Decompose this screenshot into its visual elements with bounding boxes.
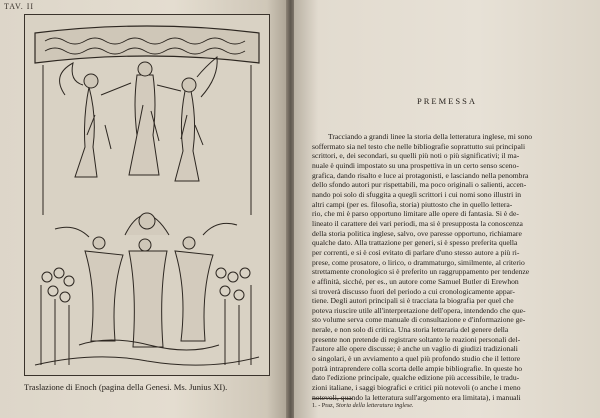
- footnote-number: 1. -: [312, 402, 321, 409]
- text-line: o singolari, è un avviamento a quel più profondo studio che il lettore: [312, 354, 521, 364]
- illustration-drawing: [25, 15, 269, 375]
- text-line: presente non pretende di registrare soltanto le reazioni personali del-: [312, 334, 521, 344]
- figure-caption: Traslazione di Enoch (pagina della Genesi. Ms. Junius XI).: [24, 382, 228, 392]
- footnote-title: Storia della letteratura inglese.: [335, 402, 414, 409]
- text-line: nando poi solo di sfuggita a quegli scrittori i cui nomi sono illustri in: [312, 189, 522, 199]
- text-line: potrà intraprendere colla scorta delle ampie bibliografie. In queste ho: [312, 363, 523, 373]
- text-line: sto volume serva come manuale di consultazione e d'informazione ge-: [312, 315, 526, 325]
- text-line: rio, che mi è parso opportuno limitare alle opere di fantasia. Si è de-: [312, 209, 519, 219]
- plate-header: TAV. II: [4, 2, 35, 11]
- footnote-rule: [312, 398, 352, 399]
- text-line: l'autore alle opere discusse; è anche un vaglio di giudizi tradizionali: [312, 344, 518, 354]
- text-line: tiene. Degli autori principali si è tracciata la biografia per quel che: [312, 296, 514, 306]
- enoch-illustration: [24, 14, 270, 376]
- left-page: [0, 0, 290, 418]
- text-line: strettamente cronologico si è preferito un raggruppamento per tendenze: [312, 267, 530, 277]
- text-line: qualche dato. Alla trattazione per generi, si è spesso preferita quella: [312, 238, 518, 248]
- text-line: nerale, e non solo di critica. Una storia letteraria del genere della: [312, 325, 509, 335]
- text-line: notevoli, quando la letteratura sull'argomento era limitata), i manuali: [312, 392, 521, 402]
- text-line: per correnti, e si è così evitato di parlare d'uno stesso autore a più ri-: [312, 247, 520, 257]
- text-line: e affinità, sicché, per es., un autore come Samuel Butler di Erewhon: [312, 276, 519, 286]
- text-line: si troverà discusso fuori del periodo a cui cronologicamente appar-: [312, 286, 515, 296]
- text-line: zioni italiane, i saggi biografici e critici più notevoli (o anche i meno: [312, 383, 521, 393]
- text-line: grafica, dando risalto e luce ai protagonisti, e lasciando nella penombra: [312, 170, 529, 180]
- footnote: [312, 402, 584, 410]
- text-line: Tracciando a grandi linee la storia della letteratura inglese, mi sono: [328, 132, 533, 141]
- text-line: lineato il carattere dei vari periodi, ma si è presupposta la conoscenza: [312, 218, 523, 228]
- text-line: altri campi (per es. filosofia, storia) piuttosto che in quello lettera-: [312, 199, 513, 209]
- text-line: dato l'edizione principale, qualche edizione più accessibile, le tradu-: [312, 373, 520, 383]
- text-line: scrittori, e, dei secondari, su quelli più noti o più significativi; il ma-: [312, 151, 520, 161]
- text-line: della storia politica inglese, salvo, ove paresse opportuno, richiamare: [312, 228, 522, 238]
- footnote-author: Praz,: [321, 402, 335, 409]
- text-line: soffermato sia nel testo che nelle bibliografie soprattutto sui principali: [312, 141, 526, 151]
- text-line: poteva riuscire utile all'interpretazione dell'opera, intendendo che que-: [312, 305, 526, 315]
- text-line: prese, come prosatore, o lirico, o drammaturgo, similmente, al criterio: [312, 257, 525, 267]
- section-title: PREMESSA: [417, 96, 477, 106]
- text-line: dello sfondo autori pur rispettabili, ma poco originali o salienti, accen-: [312, 180, 527, 190]
- text-line: nuale è quindi impostato su una prospettiva in un certo senso sceno-: [312, 160, 519, 170]
- body-text: [312, 132, 584, 402]
